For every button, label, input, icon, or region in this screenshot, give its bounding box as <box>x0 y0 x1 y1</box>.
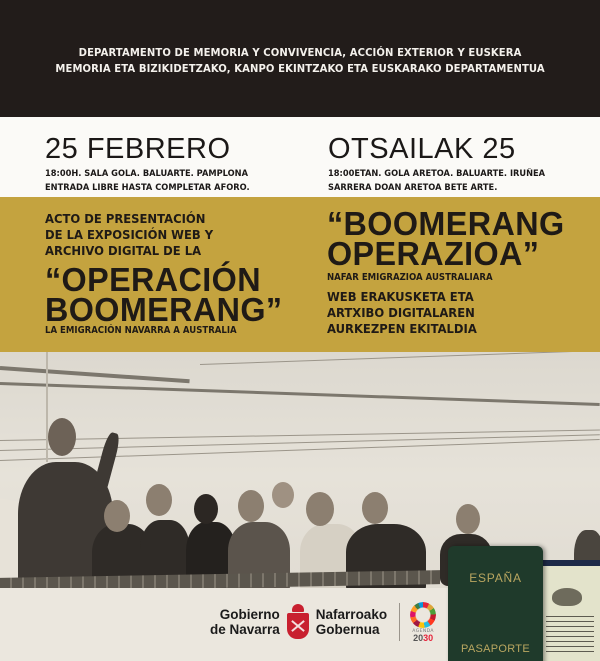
rope <box>0 430 600 441</box>
waving-arm <box>92 431 121 493</box>
passport-label: PASAPORTE <box>461 643 530 655</box>
date-block-eu <box>328 134 559 195</box>
agenda-year-prefix: 20 <box>413 632 424 643</box>
document-text-lines <box>546 616 594 656</box>
mast-post <box>46 352 48 462</box>
event-band <box>0 197 600 352</box>
date-detail-es-2: ENTRADA LIBRE HASTA COMPLETAR AFORO. <box>45 183 250 193</box>
event-block-es <box>45 211 287 337</box>
event-title-es-2: BOOMERANG” <box>45 291 283 328</box>
woman-head <box>104 500 130 532</box>
gobierno-de-navarra-text <box>210 607 280 637</box>
event-intro-es-1: ACTO DE PRESENTACIÓN <box>45 211 206 226</box>
date-band <box>0 117 600 197</box>
date-detail-eu-1: 18:00ETAN. GOLA ARETOA. BALUARTE. IRUÑEA <box>328 169 546 179</box>
event-intro-es-3: ARCHIVO DIGITAL DE LA <box>45 243 202 258</box>
australian-document <box>540 560 600 661</box>
sdg-wheel-icon <box>410 602 436 628</box>
department-header <box>0 0 600 117</box>
man-4-head <box>306 492 334 526</box>
department-name-es: DEPARTAMENTO DE MEMORIA Y CONVIVENCIA, ACCIÓN EXTERIOR Y EUSKERA <box>78 45 522 59</box>
spanish-passport <box>448 546 543 661</box>
navarra-coat-of-arms-icon <box>286 604 310 640</box>
agenda-year <box>413 634 433 643</box>
man-5-head <box>362 492 388 524</box>
footer-logos <box>210 598 436 646</box>
date-title-eu: OTSAILAK 25 <box>328 133 516 165</box>
agenda-label: AGENDA <box>412 628 434 634</box>
event-subtitle-es: LA EMIGRACIÓN NAVARRA A AUSTRALIA <box>45 325 237 336</box>
nafarroako-gobernua-text <box>316 607 387 637</box>
event-subtitle-eu: NAFAR EMIGRAZIOA AUSTRALIARA <box>327 272 493 283</box>
event-title-es-1: “OPERACIÓN <box>45 261 261 298</box>
rope <box>200 352 600 365</box>
ship-boom-end <box>0 366 190 383</box>
passport-country: ESPAÑA <box>469 571 522 585</box>
woman-2-head <box>194 494 218 524</box>
date-detail-es-1: 18:00H. SALA GOLA. BALUARTE. PAMPLONA <box>45 169 248 179</box>
gov-es-line-2: de Navarra <box>210 622 280 637</box>
event-title-eu-1: “BOOMERANG <box>327 205 565 242</box>
waving-man-head <box>48 418 76 456</box>
man-3-head <box>238 490 264 522</box>
department-name-eu: MEMORIA ETA BIZIKIDETZAKO, KANPO EKINTZAKO ETA EUSKARAKO DEPARTAMENTUA <box>55 61 545 75</box>
gov-eu-line-2: Gobernua <box>315 622 380 637</box>
australian-crest-icon <box>552 588 582 606</box>
man-6-head <box>456 504 480 534</box>
event-outro-eu-2: ARTXIBO DIGITALAREN <box>327 305 475 320</box>
event-outro-eu-3: AURKEZPEN EKITALDIA <box>327 321 477 336</box>
shield-chains-icon <box>287 613 309 639</box>
event-intro-es-2: DE LA EXPOSICIÓN WEB Y <box>45 227 214 242</box>
event-outro-eu-1: WEB ERAKUSKETA ETA <box>327 289 474 304</box>
man-2-head <box>146 484 172 516</box>
gov-es-line-1: Gobierno <box>219 607 280 622</box>
date-detail-eu-2: SARRERA DOAN ARETOA BETE ARTE. <box>328 183 498 193</box>
date-block-es <box>45 134 263 195</box>
crown-icon <box>292 604 304 612</box>
ship-boom <box>0 382 600 406</box>
agenda-year-suffix: 30 <box>423 632 434 643</box>
agenda-2030-logo <box>410 602 436 643</box>
event-block-eu <box>327 205 569 337</box>
logo-divider <box>399 603 400 641</box>
gov-eu-line-1: Nafarroako <box>315 607 388 622</box>
event-title-eu-2: OPERAZIOA” <box>327 235 540 272</box>
date-title-es: 25 FEBRERO <box>45 133 231 165</box>
child-head <box>272 482 294 508</box>
